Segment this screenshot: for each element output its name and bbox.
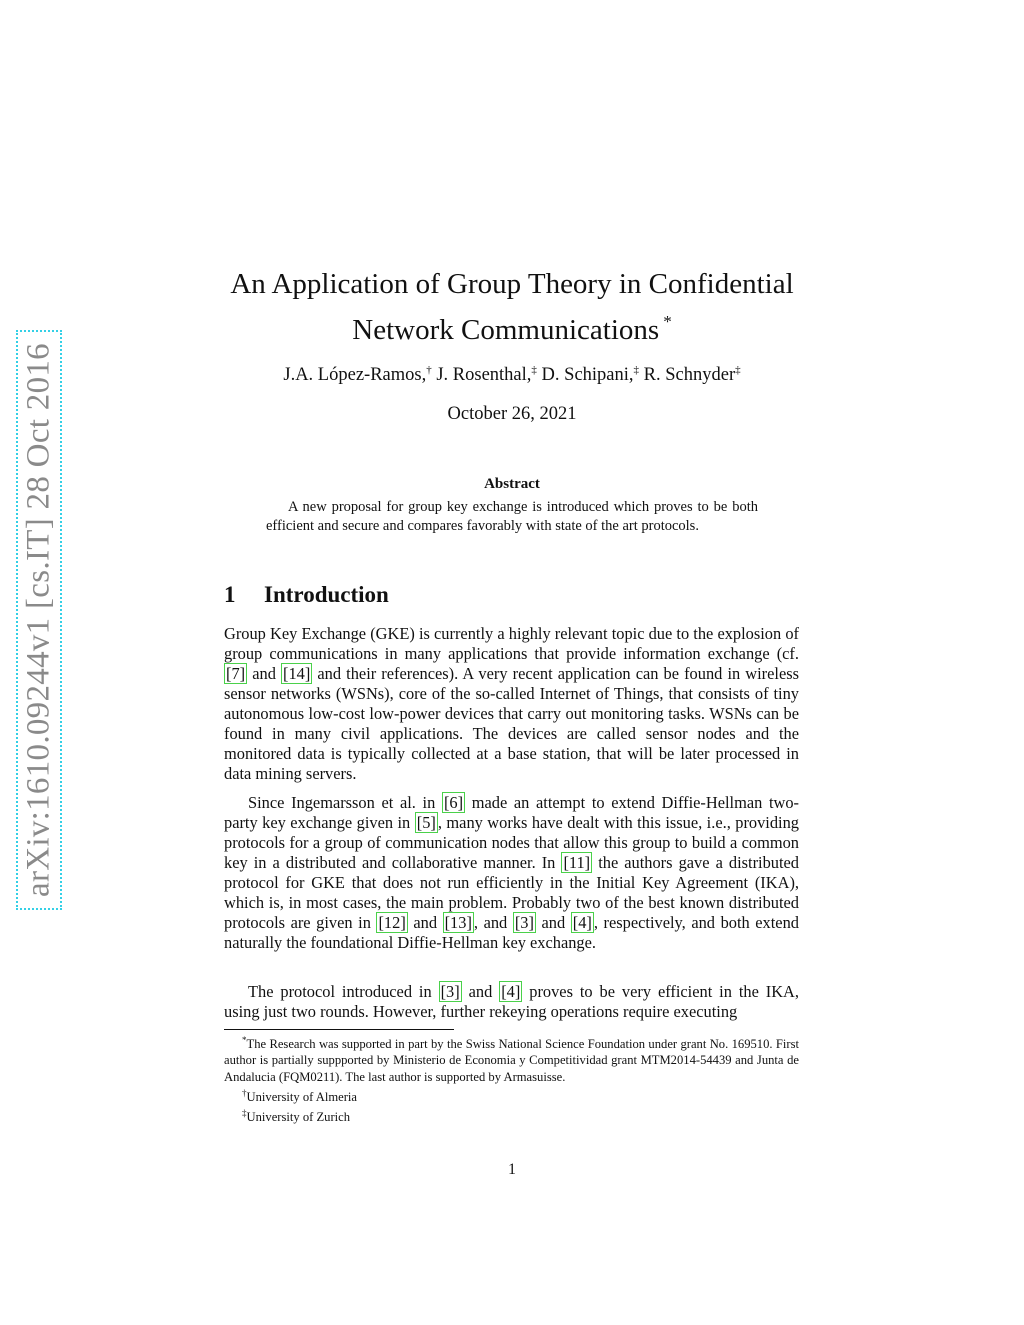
author-3-affiliation-mark[interactable]: ‡: [633, 364, 640, 376]
paragraph-text: proves to be very efficient in the IKA, using just two rounds. However, further rekeying operations require executing: [224, 982, 799, 1021]
arxiv-identifier-stamp[interactable]: [16, 330, 62, 910]
citation-link[interactable]: [4]: [501, 982, 521, 1001]
title-line-2-text: Network Communications: [352, 314, 660, 346]
paragraph-text: , and: [473, 913, 513, 932]
footnote-affiliation-2: [224, 1105, 799, 1125]
paragraph-text: The protocol introduced in: [248, 982, 439, 1001]
paragraph-text: Group Key Exchange (GKE) is currently a highly relevant topic due to the explosion of group communications in many applications that provide information exchange (cf.: [224, 624, 799, 663]
section-heading: [224, 582, 389, 608]
abstract-heading: Abstract: [484, 476, 540, 492]
author-3: D. Schipani,: [541, 365, 634, 385]
footnote-text: University of Almeria: [246, 1089, 358, 1104]
section-number: 1: [224, 582, 236, 607]
footnote-mark: ‡: [242, 1108, 247, 1119]
paragraph-text: , respectively, and both extend naturally the foundational Diffie-Hellman key exchange.: [224, 913, 799, 952]
citation-link[interactable]: [5]: [416, 813, 436, 832]
abstract-body: A new proposal for group key exchange is introduced which proves to be both efficient and secure and compares favorably with state of the art protocols.: [266, 499, 758, 534]
paragraph-text: and: [247, 664, 281, 683]
footnote-text: The Research was supported in part by the Swiss National Science Foundation under grant No. 169510. First author is partially suppported by Ministerio de Economia y Competitividad grant MTM2014-54439 and Junta de Andalucia (FQM0211). The last author is supported by Armasuisse.: [224, 1037, 799, 1084]
paragraph-1: [224, 624, 799, 784]
author-1: J.A. López-Ramos,: [283, 365, 427, 385]
footnote-mark: †: [242, 1087, 247, 1098]
footnote-funding: [224, 1032, 799, 1085]
author-2-affiliation-mark[interactable]: ‡: [531, 364, 537, 376]
paragraph-text: and: [407, 913, 443, 932]
paragraph-text: the authors gave a distributed protocol for GKE that does not run efficiently in the Initial Key Agreement (IKA), which is, in most cases, the main problem. Probably two of the best known distributed protocols are given in: [224, 853, 800, 932]
title-footnote-mark[interactable]: *: [663, 312, 672, 331]
author-4-affiliation-mark[interactable]: ‡: [735, 364, 741, 376]
paragraph-text: and: [535, 913, 571, 932]
citation-link[interactable]: [14]: [283, 664, 311, 683]
paragraph-text: and: [461, 982, 500, 1001]
citation-link[interactable]: [3]: [440, 982, 460, 1001]
footnote-divider: [224, 1029, 454, 1030]
paragraph-text: , many works have dealt with this issue, i.e., providing protocols for a group of communication nodes that allow this group to build a common key in a distributed and collaborative manner. In: [224, 813, 799, 872]
paper-title: [200, 266, 824, 349]
paragraph-text: Since Ingemarsson et al. in: [248, 793, 442, 812]
citation-link[interactable]: [11]: [563, 853, 591, 872]
footnotes: [224, 1032, 799, 1125]
paragraph-2: [224, 793, 799, 953]
author-list: [200, 364, 824, 386]
citation-link[interactable]: [4]: [572, 913, 592, 932]
citation-link[interactable]: [3]: [514, 913, 534, 932]
footnote-mark: *: [242, 1035, 247, 1045]
paper-date: October 26, 2021: [447, 404, 577, 424]
paragraph-text: and their references). A very recent application can be found in wireless sensor networks (WSNs), core of the so-called Internet of Things, that consists of tiny autonomous low-cost low-power devices that carry out monitoring tasks. WSNs can be found in many civil applications. The devices are called sensor nodes and the monitored data is typically collected at a base station, that will be later processed in data mining servers.: [224, 664, 799, 783]
citation-link[interactable]: [12]: [378, 913, 406, 932]
footnote-affiliation-1: [224, 1085, 799, 1105]
page-number: 1: [508, 1161, 516, 1178]
footnote-text: University of Zurich: [246, 1110, 351, 1125]
arxiv-identifier-text: arXiv:1610.09244v1 [cs.IT] 28 Oct 2016: [20, 343, 57, 897]
title-line-2: [200, 303, 824, 349]
section-title: Introduction: [264, 582, 389, 607]
author-2: J. Rosenthal,: [436, 365, 532, 385]
citation-link[interactable]: [6]: [443, 793, 464, 812]
citation-link[interactable]: [7]: [226, 664, 246, 683]
citation-link[interactable]: [13]: [444, 913, 472, 932]
title-line-1: An Application of Group Theory in Confidential: [230, 268, 794, 300]
paragraph-3: [224, 982, 799, 1022]
author-1-affiliation-mark[interactable]: †: [426, 364, 432, 376]
paragraph-text: made an attempt to extend Diffie-Hellman two-party key exchange given in: [224, 793, 799, 832]
author-4: R. Schnyder: [643, 365, 736, 385]
